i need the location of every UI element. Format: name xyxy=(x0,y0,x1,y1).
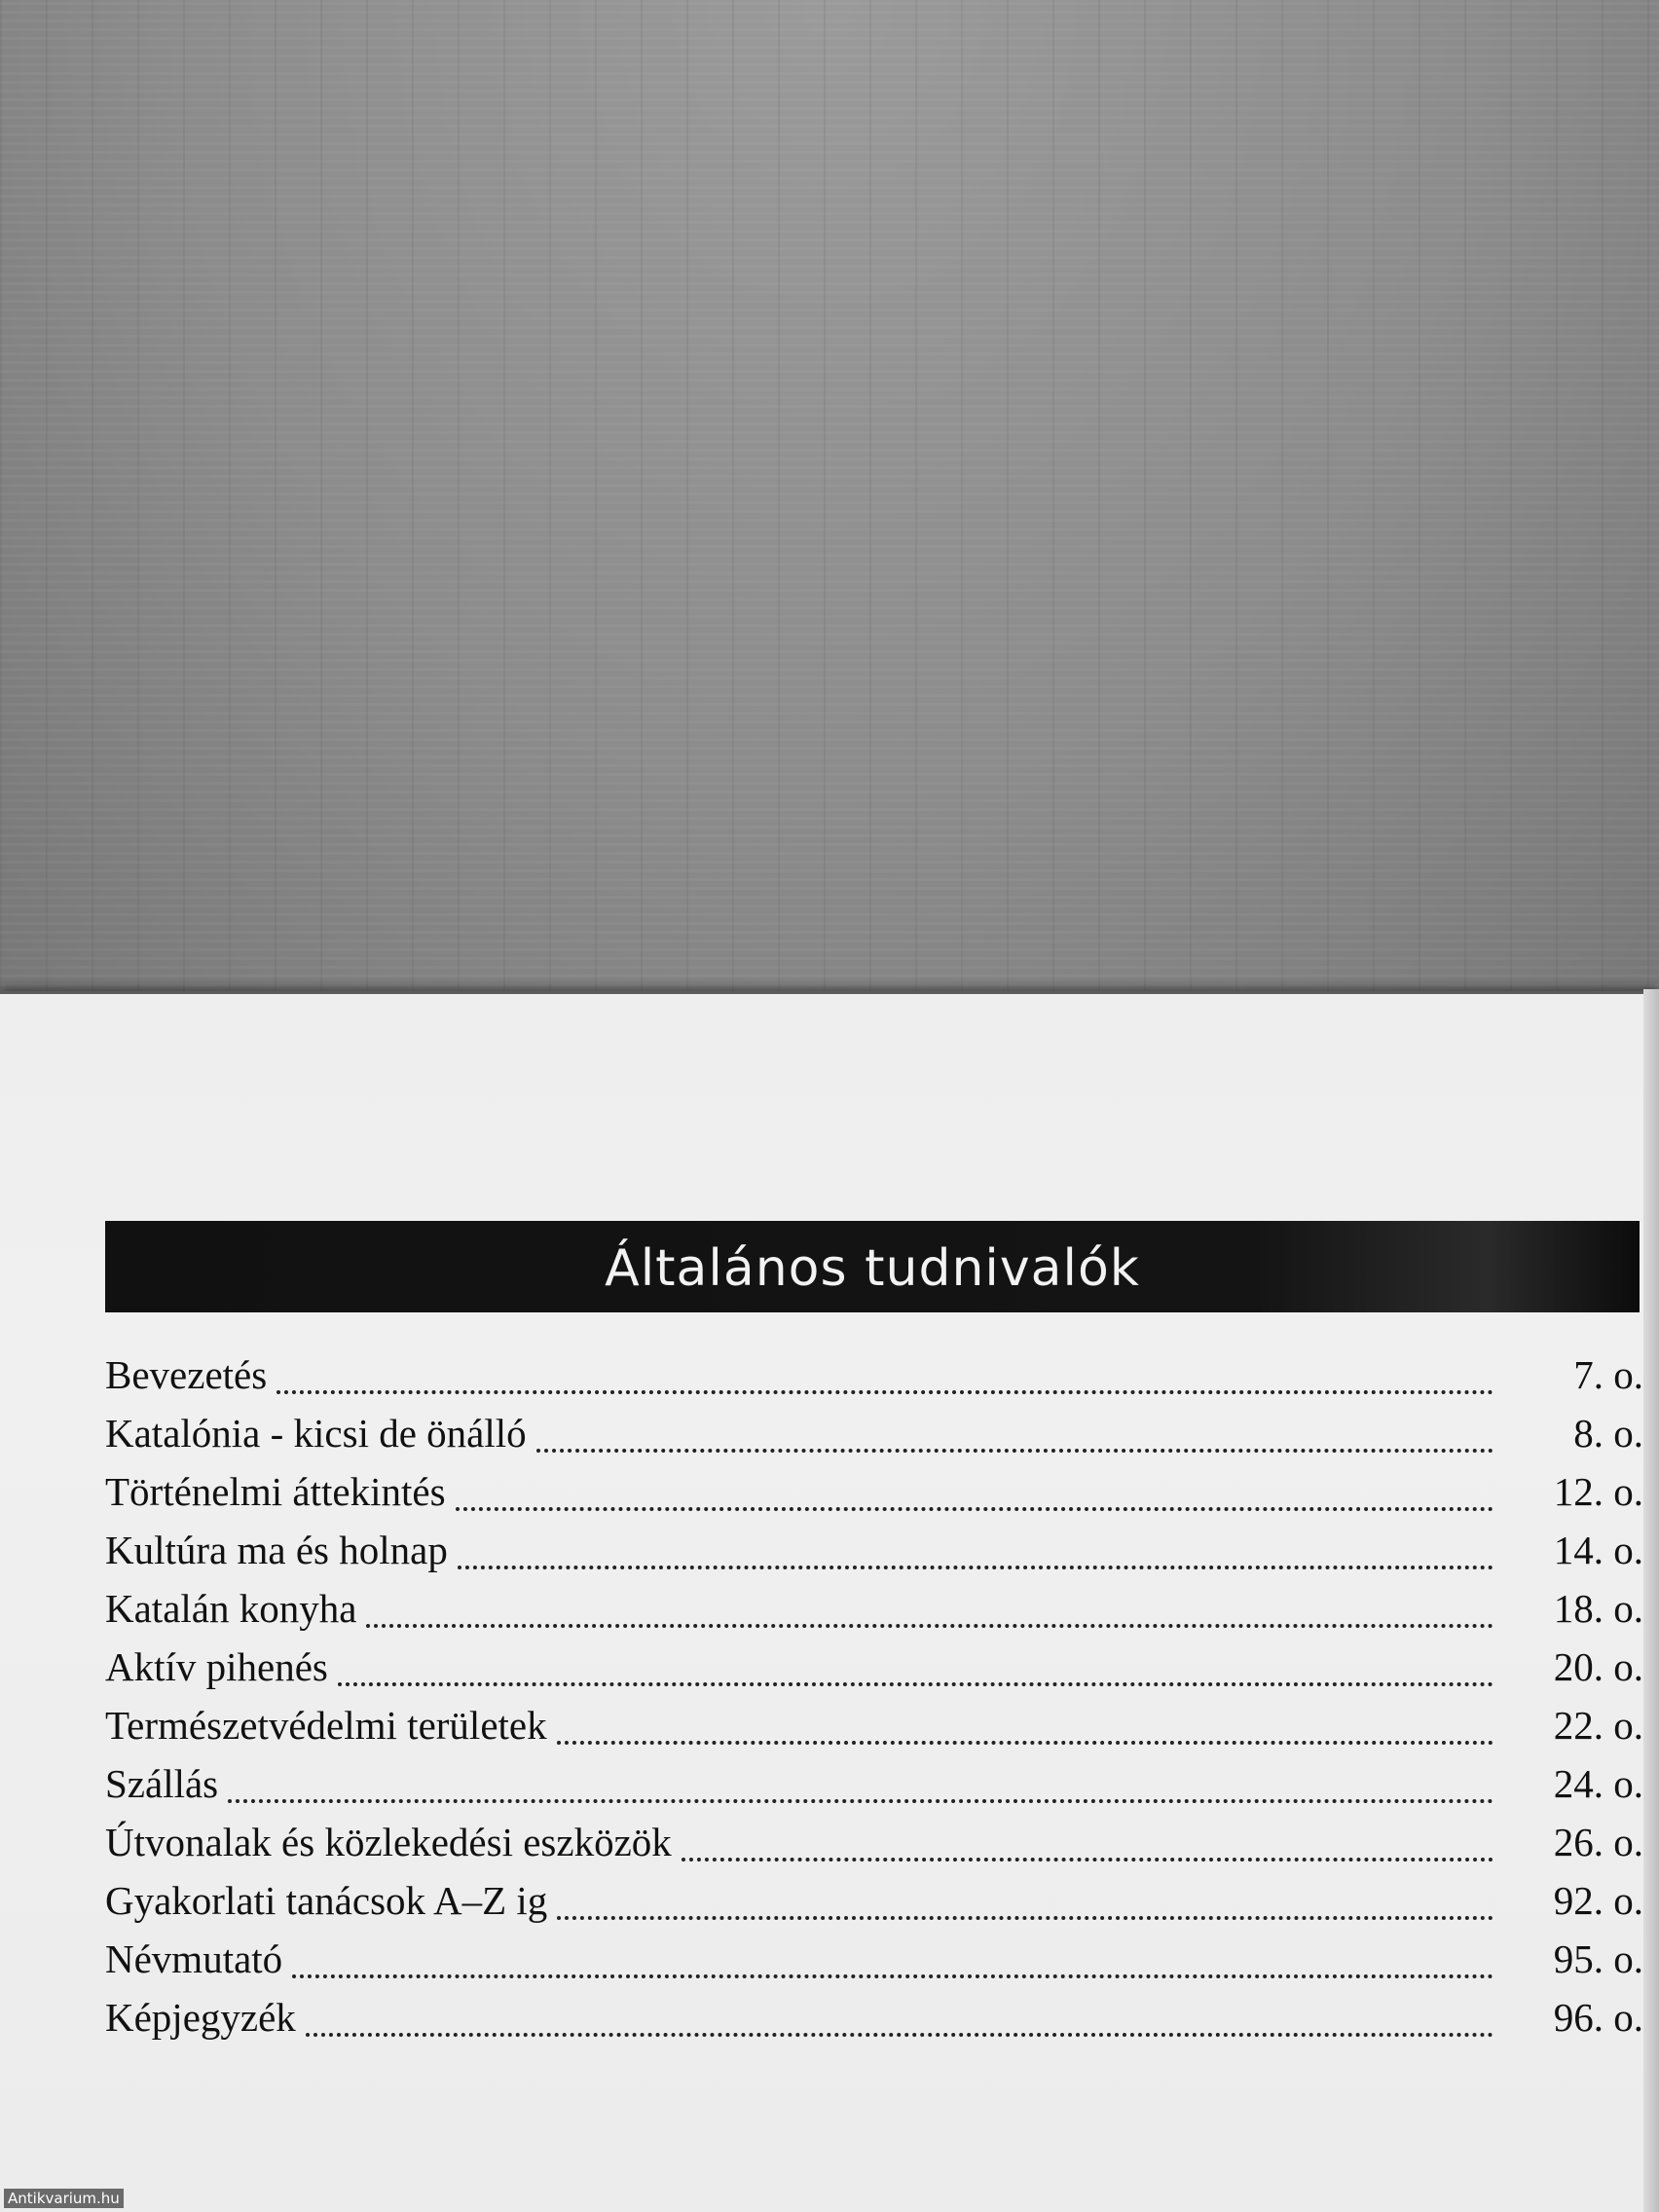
watermark-text: Antikvarium.hu xyxy=(4,2189,124,2208)
toc-entry xyxy=(105,1936,1643,1994)
toc-entry-title: Katalónia - kicsi de önálló xyxy=(105,1411,527,1456)
toc-entry-title: Kultúra ma és holnap xyxy=(105,1528,448,1572)
dot-leader xyxy=(456,1467,1493,1511)
toc-entry xyxy=(105,1585,1643,1643)
toc-entry xyxy=(105,1877,1643,1936)
dot-leader xyxy=(292,1935,1493,1978)
toc-entry xyxy=(105,1468,1643,1527)
toc-entry-page: 96. o. xyxy=(1553,1995,1643,2040)
textured-background xyxy=(0,0,1659,1013)
toc-entry-page: 95. o. xyxy=(1553,1936,1643,1981)
toc-entry-page: 26. o. xyxy=(1553,1820,1643,1864)
section-title-bar xyxy=(105,1221,1640,1312)
toc-entry-page: 7. o. xyxy=(1573,1352,1643,1397)
toc-entry-title: Bevezetés xyxy=(105,1352,268,1397)
toc-entry xyxy=(105,1994,1643,2052)
toc-entry xyxy=(105,1702,1643,1760)
toc-entry-page: 24. o. xyxy=(1553,1761,1643,1806)
toc-entry-page: 14. o. xyxy=(1553,1528,1643,1572)
toc-entry-title: Katalán konyha xyxy=(105,1586,357,1631)
toc-entry-title: Történelmi áttekintés xyxy=(105,1469,446,1514)
dot-leader xyxy=(366,1584,1493,1628)
toc-entry-page: 92. o. xyxy=(1553,1878,1643,1923)
toc-entry xyxy=(105,1643,1643,1702)
dot-leader xyxy=(557,1876,1493,1920)
dot-leader xyxy=(276,1350,1493,1394)
toc-entry-page: 12. o. xyxy=(1553,1469,1643,1514)
toc-entry-page: 18. o. xyxy=(1553,1586,1643,1631)
toc-entry-page: 20. o. xyxy=(1553,1644,1643,1689)
toc-entry xyxy=(105,1351,1643,1410)
dot-leader xyxy=(536,1409,1493,1453)
dot-leader xyxy=(228,1759,1493,1803)
dot-leader xyxy=(682,1818,1493,1862)
toc-entry-page: 8. o. xyxy=(1573,1411,1643,1456)
toc-entry xyxy=(105,1410,1643,1468)
section-title: Általános tudnivalók xyxy=(605,1239,1140,1298)
table-of-contents xyxy=(105,1351,1643,2052)
toc-entry xyxy=(105,1819,1643,1877)
toc-entry-title: Aktív pihenés xyxy=(105,1644,328,1689)
toc-entry-title: Útvonalak és közlekedési eszközök xyxy=(105,1820,672,1864)
toc-entry-page: 22. o. xyxy=(1553,1703,1643,1748)
dot-leader xyxy=(338,1642,1493,1686)
toc-entry-title: Képjegyzék xyxy=(105,1995,296,2040)
toc-entry-title: Névmutató xyxy=(105,1936,283,1981)
toc-entry-title: Gyakorlati tanácsok A–Z ig xyxy=(105,1878,548,1923)
toc-entry-title: Szállás xyxy=(105,1761,219,1806)
toc-entry xyxy=(105,1527,1643,1585)
toc-entry-title: Természetvédelmi területek xyxy=(105,1703,547,1748)
dot-leader xyxy=(458,1526,1493,1569)
dot-leader xyxy=(557,1701,1493,1745)
toc-entry xyxy=(105,1760,1643,1819)
dot-leader xyxy=(306,1993,1493,2037)
page-edge xyxy=(1643,989,1659,2212)
